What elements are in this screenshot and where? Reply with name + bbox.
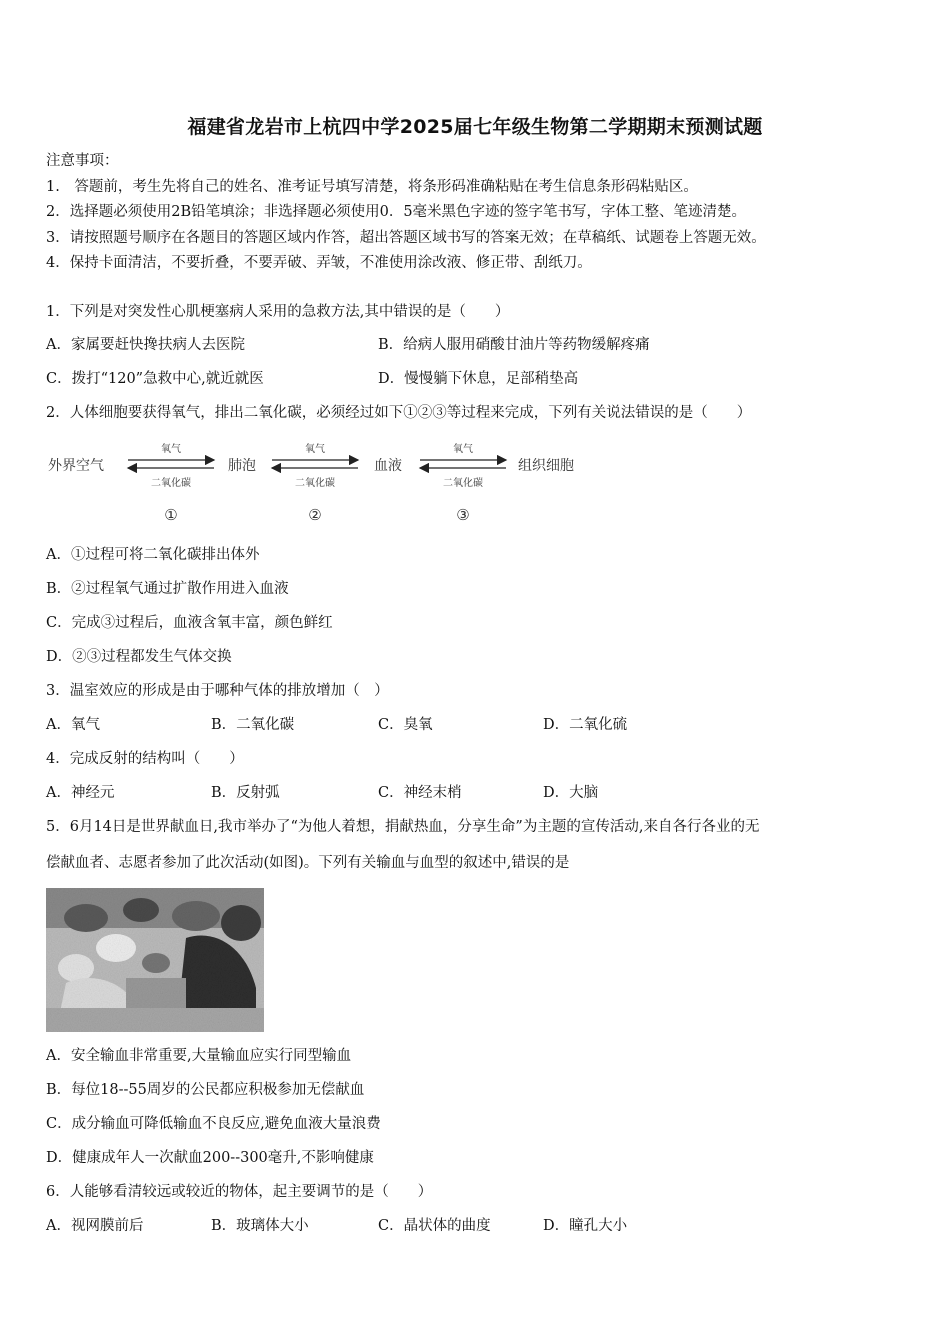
diagram-node-blood: 血液: [374, 458, 402, 474]
question-5-option-b[interactable]: B．每位18--55周岁的公民都应积极参加无偿献血: [46, 1082, 365, 1098]
label-co2-3: 二氧化碳: [443, 478, 483, 489]
question-6-option-c[interactable]: C．晶状体的曲度: [378, 1218, 491, 1234]
question-1-option-a[interactable]: A．家属要赶快搀扶病人去医院: [46, 337, 245, 353]
question-4-option-d[interactable]: D．大脑: [543, 785, 599, 801]
question-2-stem: 2．人体细胞要获得氧气，排出二氧化碳，必须经过如下①②③等过程来完成，下列有关说法错误的是（ ）: [46, 405, 752, 421]
question-1-option-b[interactable]: B．给病人服用硝酸甘油片等药物缓解疼痛: [378, 337, 650, 353]
question-2-option-c[interactable]: C．完成③过程后，血液含氧丰富，颜色鲜红: [46, 615, 333, 631]
question-5-option-c[interactable]: C．成分输血可降低输血不良反应,避免血液大量浪费: [46, 1116, 381, 1132]
notice-heading: 注意事项：: [46, 153, 119, 169]
question-2-option-b[interactable]: B．②过程氧气通过扩散作用进入血液: [46, 581, 289, 597]
question-1-option-d[interactable]: D．慢慢躺下休息，足部稍垫高: [378, 371, 579, 387]
question-3-stem: 3．温室效应的形成是由于哪种气体的排放增加（ ）: [46, 683, 389, 699]
question-3-option-b[interactable]: B．二氧化碳: [211, 717, 295, 733]
notice-item: 4．保持卡面清洁，不要折叠，不要弄破、弄皱，不准使用涂改液、修正带、刮纸刀。: [46, 255, 592, 271]
page-title: 福建省龙岩市上杭四中学2025届七年级生物第二学期期末预测试题: [187, 116, 763, 138]
gas-exchange-diagram: [46, 440, 606, 530]
label-co2-1: 二氧化碳: [151, 478, 191, 489]
label-co2-2: 二氧化碳: [295, 478, 335, 489]
question-4-option-b[interactable]: B．反射弧: [211, 785, 280, 801]
step-2-marker: ②: [308, 506, 322, 524]
question-6-option-a[interactable]: A．视网膜前后: [46, 1218, 144, 1234]
question-3-option-d[interactable]: D．二氧化硫: [543, 717, 628, 733]
question-5-option-a[interactable]: A．安全输血非常重要,大量输血应实行同型输血: [46, 1048, 352, 1064]
question-4-option-c[interactable]: C．神经末梢: [378, 785, 462, 801]
label-oxygen-2: 氧气: [305, 444, 325, 455]
question-3-option-a[interactable]: A．氧气: [46, 717, 100, 733]
question-1-option-c[interactable]: C．拨打“120”急救中心,就近就医: [46, 371, 264, 387]
question-2-option-d[interactable]: D．②③过程都发生气体交换: [46, 649, 232, 665]
notice-item: 3．请按照题号顺序在各题目的答题区域内作答，超出答题区域书写的答案无效；在草稿纸、试题卷上答题无效。: [46, 230, 766, 246]
label-oxygen-3: 氧气: [453, 444, 473, 455]
diagram-node-tissue-cells: 组织细胞: [518, 458, 574, 474]
notice-item: 1. 答题前，考生先将自己的姓名、准考证号填写清楚，将条形码准确粘贴在考生信息条形码粘贴区。: [46, 179, 698, 195]
question-4-stem: 4．完成反射的结构叫（ ）: [46, 751, 244, 767]
question-5-option-d[interactable]: D．健康成年人一次献血200--300毫升,不影响健康: [46, 1150, 374, 1166]
question-3-option-c[interactable]: C．臭氧: [378, 717, 433, 733]
diagram-node-outside-air: 外界空气: [48, 458, 104, 474]
question-1-stem: 1．下列是对突发性心肌梗塞病人采用的急救方法,其中错误的是（ ）: [46, 304, 510, 320]
step-1-marker: ①: [164, 506, 178, 524]
notice-item: 2．选择题必须使用2B铅笔填涂；非选择题必须使用0．5毫米黑色字迹的签字笔书写，字体工整、笔迹清楚。: [46, 204, 747, 220]
question-2-option-a[interactable]: A．①过程可将二氧化碳排出体外: [46, 547, 260, 563]
question-5-stem-line-1: 5．6月14日是世界献血日,我市举办了“为他人着想，捐献热血，分享生命”为主题的宣传活动,来自各行各业的无: [46, 819, 760, 835]
label-oxygen-1: 氧气: [161, 444, 181, 455]
step-3-marker: ③: [456, 506, 470, 524]
question-4-option-a[interactable]: A．神经元: [46, 785, 115, 801]
diagram-node-alveoli: 肺泡: [228, 458, 256, 474]
question-5-stem-line-2: 偿献血者、志愿者参加了此次活动(如图)。下列有关输血与血型的叙述中,错误的是: [46, 855, 570, 871]
question-6-stem: 6．人能够看清较远或较近的物体，起主要调节的是（ ）: [46, 1184, 433, 1200]
question-6-option-d[interactable]: D．瞳孔大小: [543, 1218, 628, 1234]
blood-donation-photo: [46, 888, 264, 1032]
question-6-option-b[interactable]: B．玻璃体大小: [211, 1218, 309, 1234]
